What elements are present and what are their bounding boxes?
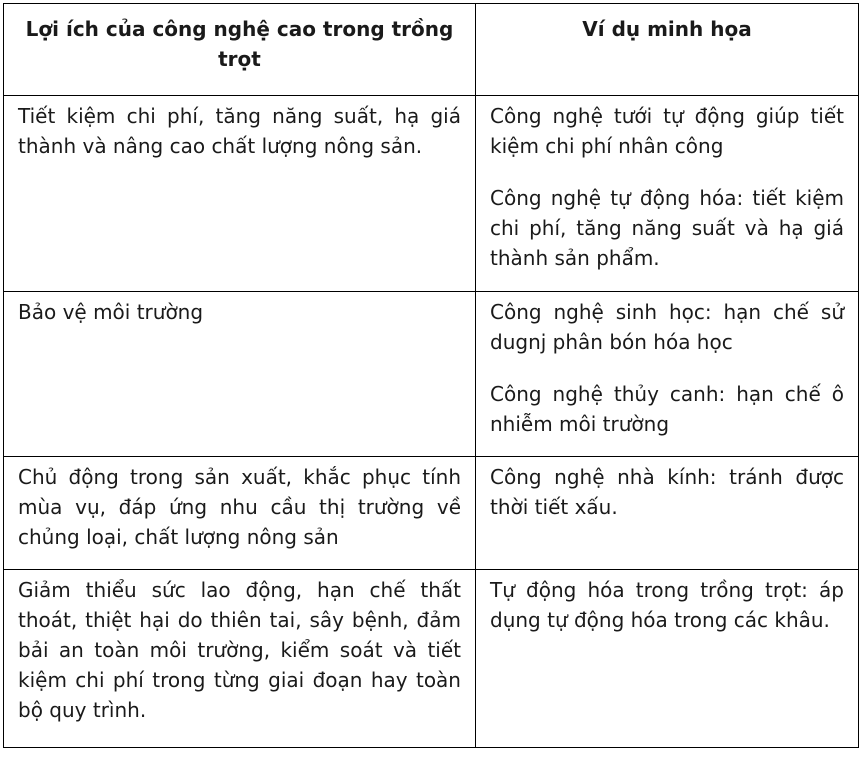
benefits-table: [3, 3, 859, 748]
header-benefit: Lợi ích của công nghệ cao trong trồng trọt: [4, 4, 476, 96]
example-cell: [476, 457, 859, 570]
example-text: Công nghệ thủy canh: hạn chế ô nhiễm môi trường: [490, 382, 844, 436]
table-row: [4, 570, 859, 748]
header-example: Ví dụ minh họa: [476, 4, 859, 96]
example-text: Công nghệ tự động hóa: tiết kiệm chi phí, tăng năng suất và hạ giá thành sản phẩm.: [490, 186, 844, 270]
table-row: [4, 292, 859, 457]
benefit-cell: Tiết kiệm chi phí, tăng năng suất, hạ giá thành và nâng cao chất lượng nông sản.: [4, 96, 476, 292]
example-cell: [476, 292, 859, 457]
example-text: Công nghệ tưới tự động giúp tiết kiệm chi phí nhân công: [490, 104, 844, 158]
example-text: Tự động hóa trong trồng trọt: áp dụng tự động hóa trong các khâu.: [490, 578, 844, 632]
example-cell: [476, 570, 859, 748]
example-cell: [476, 96, 859, 292]
example-text: Công nghệ nhà kính: tránh được thời tiết xấu.: [490, 465, 844, 519]
benefit-cell: Giảm thiểu sức lao động, hạn chế thất thoát, thiệt hại do thiên tai, sây bệnh, đảm bải an toàn môi trường, kiểm soát và tiết kiệm chi phí trong từng giai đoạn hay toàn bộ quy trình.: [4, 570, 476, 748]
table-row: [4, 96, 859, 292]
example-text: Công nghệ sinh học: hạn chế sử dugnj phân bón hóa học: [490, 300, 844, 354]
benefit-cell: Bảo vệ môi trường: [4, 292, 476, 457]
benefit-cell: Chủ động trong sản xuất, khắc phục tính mùa vụ, đáp ứng nhu cầu thị trường về chủng loại, chất lượng nông sản: [4, 457, 476, 570]
table-header-row: [4, 4, 859, 96]
table-row: [4, 457, 859, 570]
